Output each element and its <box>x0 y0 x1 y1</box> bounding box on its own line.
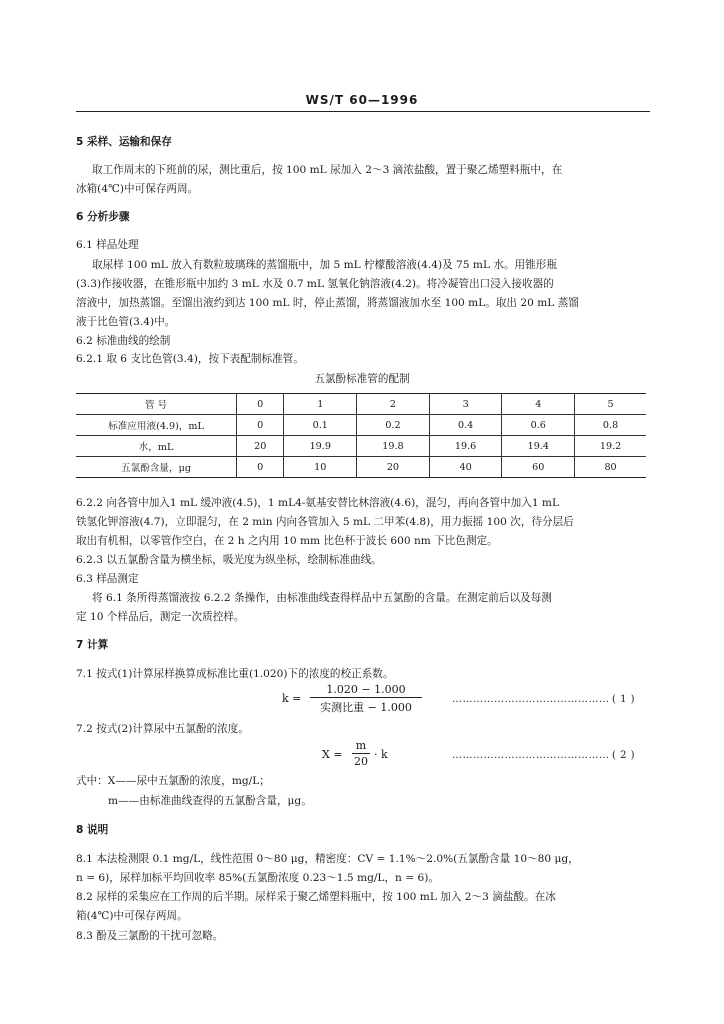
where-m: m——由标准曲线查得的五氯酚含量，μg。 <box>108 795 312 807</box>
section-6-1-line-2: (3.3)作接收器，在锥形瓶中加约 3 mL 水及 0.7 mL 氢氧化钠溶液(4.2)。将冷凝管出口浸入接收器的 <box>76 278 554 290</box>
section-7-1: 7.1 按式(1)计算尿样换算成标准比重(1.020)下的浓度的校正系数。 <box>76 668 394 680</box>
fraction-bar <box>310 697 422 698</box>
table-cell: 0 <box>237 457 284 478</box>
standard-code-header: WS/T 60—1996 <box>305 93 419 107</box>
formula-1-lhs: k = <box>282 692 302 705</box>
section-6-2-3: 6.2.3 以五氯酚含量为横坐标，吸光度为纵坐标，绘制标准曲线。 <box>76 554 382 566</box>
section-6-title: 6 分析步骤 <box>76 211 130 223</box>
formula-2-numerator: m <box>355 739 367 752</box>
formula-2-leader: ……………………………………… <box>452 750 610 761</box>
section-7-2: 7.2 按式(2)计算尿中五氯酚的浓度。 <box>76 723 249 735</box>
section-6-1-line-4: 液于比色管(3.4)中。 <box>76 316 176 328</box>
formula-2-denominator: 20 <box>354 755 368 768</box>
standard-tube-table <box>76 393 646 478</box>
table-row <box>76 436 646 457</box>
header-rule <box>76 111 650 112</box>
table-cell: 0.2 <box>357 415 430 436</box>
section-6-1-line-1: 取尿样 100 mL 放入有数粒玻璃珠的蒸馏瓶中，加 5 mL 柠檬酸溶液(4.4)及 75 mL 水。用锥形瓶 <box>92 259 557 271</box>
section-6-2-2-line-3: 取出有机相，以零管作空白，在 2 h 之内用 10 mm 比色杯于波长 600 nm 下比色测定。 <box>76 535 498 547</box>
table-header-cell: 1 <box>284 394 357 415</box>
section-6-2-2-line-2: 铁氢化钾溶液(4.7)，立即混匀，在 2 min 内向各管加入 5 mL 二甲苯(4.8)，用力振摇 100 次，待分层后 <box>76 516 574 528</box>
section-6-2-title: 6.2 标准曲线的绘制 <box>76 335 171 347</box>
table-cell: 0.1 <box>284 415 357 436</box>
formula-1-number: ( 1 ) <box>612 694 636 705</box>
section-8-title: 8 说明 <box>76 824 109 836</box>
table-cell: 19.6 <box>429 436 502 457</box>
table-row <box>76 415 646 436</box>
formula-2-number: ( 2 ) <box>612 750 636 761</box>
table-cell: 19.9 <box>284 436 357 457</box>
table-cell: 19.8 <box>357 436 430 457</box>
formula-1-denominator: 实测比重 − 1.000 <box>320 701 412 714</box>
table-header-cell: 0 <box>237 394 284 415</box>
table-cell: 20 <box>237 436 284 457</box>
section-8-2-line-2: 箱(4℃)中可保存两周。 <box>76 910 188 922</box>
section-6-3-line-1: 将 6.1 条所得蒸馏液按 6.2.2 条操作，由标准曲线查得样品中五氯酚的含量。在测定前后以及每测 <box>92 592 552 604</box>
table-header-row <box>76 394 646 415</box>
table-cell: 标准应用液(4.9)，mL <box>76 415 237 436</box>
table-cell: 0.4 <box>429 415 502 436</box>
table-cell: 60 <box>502 457 575 478</box>
table-header-cell: 5 <box>575 394 646 415</box>
table-title: 五氯酚标准管的配制 <box>314 373 410 385</box>
section-6-3-title: 6.3 样品测定 <box>76 573 139 585</box>
section-5-title: 5 采样、运输和保存 <box>76 136 172 148</box>
where-x: 式中：X——尿中五氯酚的浓度，mg/L； <box>76 775 270 787</box>
section-6-2-2-line-1: 6.2.2 向各管中加入1 mL 缓冲液(4.5)，1 mL4-氨基安替比林溶液(4.6)，混匀，再向各管中加入1 mL <box>76 497 560 509</box>
table-header-cell: 3 <box>429 394 502 415</box>
section-6-3-line-2: 定 10 个样品后，测定一次质控样。 <box>76 611 245 623</box>
formula-1-numerator: 1.020 − 1.000 <box>326 683 406 696</box>
table-header-cell: 4 <box>502 394 575 415</box>
table-cell: 五氯酚含量，μg <box>76 457 237 478</box>
section-6-1-line-3: 溶液中，加热蒸馏。至馏出液约到达 100 mL 时，停止蒸馏，將蒸馏液加水至 100 mL。取出 20 mL 蒸馏 <box>76 297 579 309</box>
table-header-cell: 2 <box>357 394 430 415</box>
table-cell: 40 <box>429 457 502 478</box>
table-row <box>76 457 646 478</box>
table-cell: 水，mL <box>76 436 237 457</box>
section-8-1-line-1: 8.1 本法检测限 0.1 mg/L，线性范围 0～80 μg，精密度：CV = 1.1%～2.0%(五氯酚含量 10～80 μg， <box>76 853 579 865</box>
section-8-2-line-1: 8.2 尿样的采集应在工作周的后半期。尿样采于聚乙烯塑料瓶中，按 100 mL 加入 2～3 滴盐酸。在冰 <box>76 891 556 903</box>
formula-1-fraction <box>310 683 422 715</box>
table-cell: 80 <box>575 457 646 478</box>
section-8-3: 8.3 酚及三氯酚的干扰可忽略。 <box>76 930 224 942</box>
section-7-title: 7 计算 <box>76 639 109 651</box>
table-cell: 19.2 <box>575 436 646 457</box>
table-cell: 20 <box>357 457 430 478</box>
formula-2-fraction <box>352 739 370 768</box>
fraction-bar <box>352 753 370 754</box>
table-cell: 10 <box>284 457 357 478</box>
section-6-1-title: 6.1 样品处理 <box>76 239 139 251</box>
section-8-1-line-2: n = 6)，尿样加标平均回收率 85%(五氯酚浓度 0.23～1.5 mg/L，n = 6)。 <box>76 872 439 884</box>
table-cell: 0 <box>237 415 284 436</box>
formula-2-tail: · k <box>374 748 388 761</box>
table-cell: 0.6 <box>502 415 575 436</box>
section-5-line-1: 取工作周末的下班前的尿，测比重后，按 100 mL 尿加入 2～3 滴浓盐酸，置于聚乙烯塑料瓶中，在 <box>92 164 563 176</box>
table-cell: 19.4 <box>502 436 575 457</box>
section-5-line-2: 冰箱(4℃)中可保存两周。 <box>76 183 199 195</box>
section-6-2-1: 6.2.1 取 6 支比色管(3.4)，按下表配制标准管。 <box>76 353 304 365</box>
formula-1-leader: ……………………………………… <box>452 694 610 705</box>
formula-2-lhs: X = <box>322 748 343 761</box>
table-cell: 0.8 <box>575 415 646 436</box>
table-header-cell: 管 号 <box>76 394 237 415</box>
